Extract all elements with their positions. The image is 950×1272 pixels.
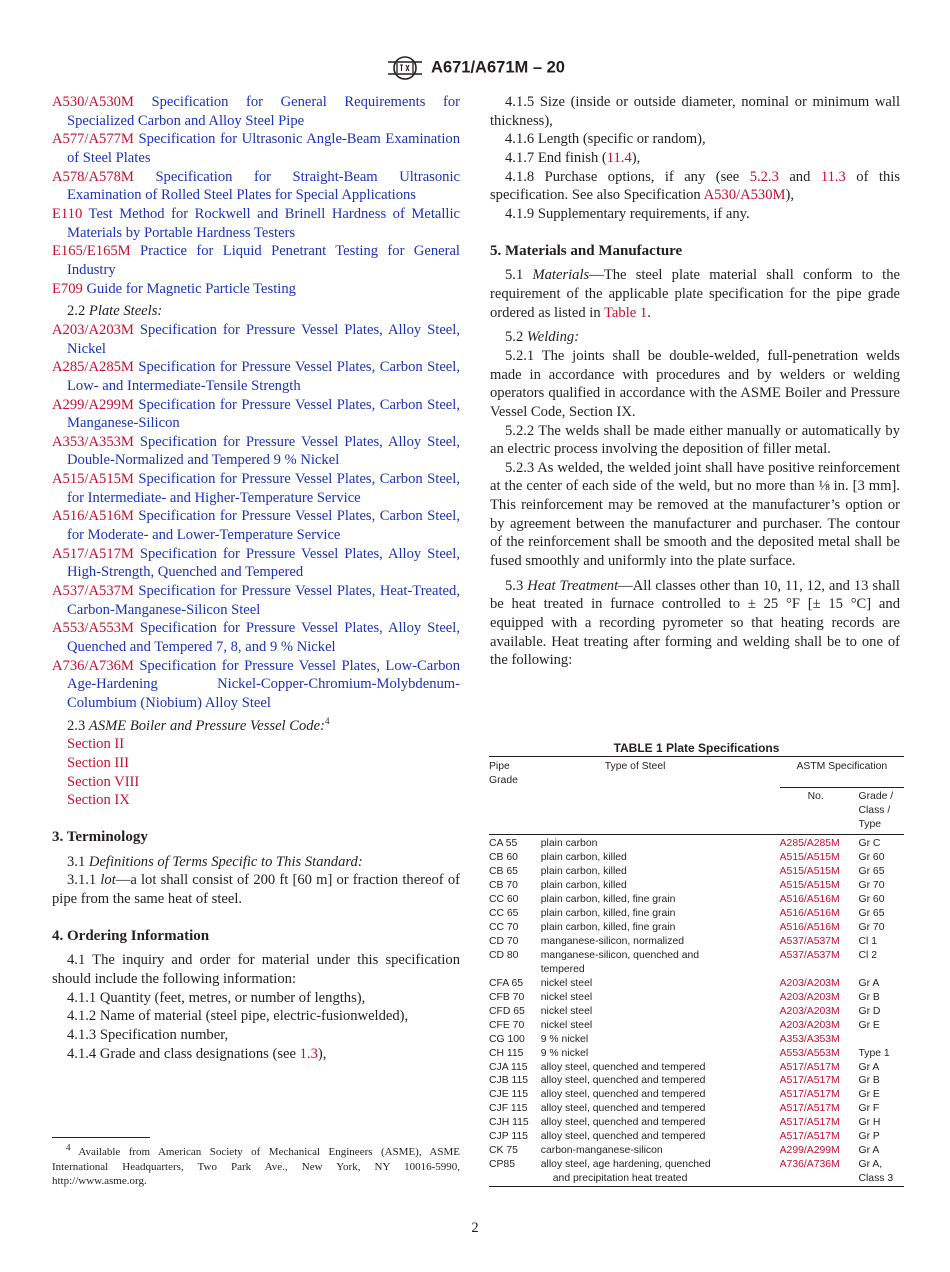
section-3-heading: 3. Terminology (52, 828, 148, 845)
cell-grade-class: Gr B (858, 991, 880, 1003)
cell-pipe-grade: CD 70 (489, 935, 519, 947)
ref-item (52, 582, 460, 619)
cell-pipe-grade: CFE 70 (489, 1019, 525, 1031)
ref-item (52, 205, 460, 242)
cell-spec-no-link[interactable]: A203/A203M (779, 977, 840, 989)
paragraph-4-1-6: 4.1.6 Length (specific or random), (505, 131, 706, 148)
section-2-2-heading: 2.2 Plate Steels: (67, 303, 163, 320)
cell-type-of-steel: plain carbon (540, 838, 598, 850)
asme-section-link[interactable]: Section II (67, 736, 125, 753)
asme-section-link[interactable]: Section VIII (67, 773, 140, 790)
cell-spec-no-link[interactable]: A516/A516M (779, 908, 840, 920)
cell-grade-class: Type 1 (858, 1047, 890, 1059)
cell-spec-no-link[interactable]: A736/A736M (780, 1158, 859, 1186)
cell-spec-no-link[interactable]: A517/A517M (779, 1117, 840, 1129)
ref-title-link[interactable]: Specification for Straight-Beam Ultrasonic Examination of Rolled Steel Plates for Special Applications (67, 168, 460, 204)
cell-grade-class: Gr H (858, 1117, 881, 1129)
cell-pipe-grade: CA 55 (489, 838, 518, 850)
left-column (52, 93, 460, 1063)
cell-spec-no-link[interactable]: A517/A517M (779, 1103, 840, 1115)
cell-pipe-grade: CH 115 (489, 1047, 524, 1059)
cell-spec-no-link[interactable]: A515/A515M (779, 852, 840, 864)
ref-code-link[interactable]: A736/A736M (52, 657, 134, 674)
cell-pipe-grade: CJP 115 (489, 1131, 528, 1143)
ref-title-link[interactable]: Specification for Pressure Vessel Plates, Carbon Steel, for Intermediate- and Higher-Temperature Service (67, 471, 460, 506)
cell-pipe-grade: CP85 (489, 1158, 541, 1186)
ref-item (52, 242, 460, 279)
table-row (489, 1047, 904, 1061)
ref-item (52, 657, 460, 713)
ref-title-link[interactable]: Specification for Pressure Vessel Plates, Low-Carbon Age-Hardening Nickel-Copper-Chromium-Molybdenum-Columbium (Niobium) Alloy Steel (67, 657, 460, 711)
ref-item (52, 321, 460, 358)
table-row (489, 1074, 904, 1088)
table-1 (489, 740, 904, 1187)
cell-spec-no-link[interactable]: A515/A515M (779, 866, 840, 878)
table-row (489, 1158, 904, 1186)
ref-item (52, 619, 460, 656)
ref-item (52, 470, 460, 507)
cell-pipe-grade: CJH 115 (489, 1117, 529, 1129)
table-row (489, 907, 904, 921)
footnote-rule (52, 1137, 150, 1138)
ref-title-link[interactable]: Test Method for Rockwell and Brinell Hardness of Metallic Materials by Portable Hardness Testers (67, 205, 460, 241)
asme-sections-list (52, 735, 460, 810)
paragraph-3-1: 3.1 Definitions of Terms Specific to This Standard: (67, 853, 363, 870)
cell-grade-class: Gr 70 (858, 921, 885, 933)
plate-specifications-table (489, 756, 904, 1187)
paragraph-5-1: 5.1 Materials—The steel plate material shall conform to the requirement of the applicable plate specification for the pipe grade ordered as listed in Table 1. (490, 267, 900, 321)
ref-title-link[interactable]: Specification for Pressure Vessel Plates, Alloy Steel, Nickel (67, 321, 460, 357)
cell-grade-class: Gr A (858, 1061, 880, 1073)
cell-type-of-steel: alloy steel, quenched and tempered (540, 1117, 706, 1129)
cell-type-of-steel: manganese-silicon, normalized (540, 935, 684, 947)
link-1-3[interactable]: 1.3 (299, 1045, 318, 1062)
ref-item (52, 396, 460, 433)
table-row (489, 851, 904, 865)
ref-code-link[interactable]: E709 (52, 280, 83, 297)
cell-spec-no-link[interactable]: A517/A517M (779, 1089, 840, 1101)
table-row (489, 835, 904, 851)
ref-title-link[interactable]: Specification for Pressure Vessel Plates, Carbon Steel, Low- and Intermediate-Tensile Strength (67, 359, 460, 394)
cell-type-of-steel: plain carbon, killed, fine grain (540, 894, 676, 906)
ref-title-link[interactable]: Specification for Pressure Vessel Plates, Alloy Steel, High-Strength, Quenched and Tempered (67, 545, 460, 581)
ref-code-link[interactable]: A516/A516M (52, 508, 134, 525)
cell-pipe-grade: CC 65 (489, 908, 519, 920)
paragraph-4-1: 4.1 The inquiry and order for material under this specification should include the following information: (52, 952, 460, 987)
section-5-heading: 5. Materials and Manufacture (490, 242, 683, 259)
cell-pipe-grade: CFB 70 (489, 991, 525, 1003)
astm-logo (385, 56, 425, 80)
ref-item (52, 545, 460, 582)
cell-pipe-grade: CG 100 (489, 1033, 525, 1045)
ref-code-link[interactable]: A285/A285M (52, 359, 134, 376)
table-row (489, 1033, 904, 1047)
col-header-grade-class-type: Grade / Class / Type (859, 788, 905, 835)
cell-grade-class: Gr 70 (858, 880, 885, 892)
ref-title-link[interactable]: Specification for Pressure Vessel Plates, Heat-Treated, Carbon-Manganese-Silicon Steel (67, 583, 460, 618)
cell-grade-class: Gr E (858, 1089, 880, 1101)
paragraph-4-1-3: 4.1.3 Specification number, (67, 1026, 229, 1043)
ref-code-link[interactable]: A203/A203M (52, 321, 134, 338)
cell-type-of-steel: plain carbon, killed, fine grain (540, 908, 676, 920)
link-11-4[interactable]: 11.4 (606, 149, 632, 166)
link-table-1[interactable]: Table 1 (604, 304, 648, 321)
table-row (489, 1019, 904, 1033)
link-a530[interactable]: A530/A530M (703, 187, 786, 204)
page-header (0, 56, 950, 80)
cell-grade-class: Gr 60 (858, 894, 885, 906)
ref-item (52, 130, 460, 167)
ref-title-link[interactable]: Practice for Liquid Penetrant Testing for General Industry (67, 243, 460, 278)
col-header-astm-spec: ASTM Specification (780, 757, 904, 788)
paragraph-5-3: 5.3 Heat Treatment—All classes other than 10, 11, 12, and 13 shall be heat treated in furnace controlled to ± 25 °F [± 15 °C] and equipped with a recording pyrometer so that heating records are available. Heat treating after forming and welding shall be to one of the following: (490, 577, 900, 669)
cell-pipe-grade: CJA 115 (489, 1061, 528, 1073)
cell-pipe-grade: CC 60 (489, 894, 519, 906)
cell-spec-no-link[interactable]: A517/A517M (779, 1061, 840, 1073)
footnote-4: $^4$ Available from American Society of Mechanical Engineers (ASME), ASME International Headquarters, Two Park Ave., New York, NY 10016-5990, http://www.asme.org. (52, 1142, 460, 1187)
ref-item (52, 280, 460, 299)
cell-type-of-steel: alloy steel, quenched and tempered (540, 1061, 706, 1073)
cell-type-of-steel: alloy steel, quenched and tempered (540, 1075, 706, 1087)
ref-code-link[interactable]: A578/A578M (52, 168, 134, 185)
table-body (489, 835, 904, 1187)
ref-item (52, 433, 460, 470)
paragraph-4-1-2: 4.1.2 Name of material (steel pipe, electric-fusionwelded), (67, 1008, 409, 1025)
referenced-documents-list (52, 93, 460, 298)
table-row (489, 1116, 904, 1130)
cell-pipe-grade: CFA 65 (489, 977, 524, 989)
table-row (489, 1061, 904, 1075)
asme-section-link[interactable]: Section III (67, 754, 130, 771)
paragraph-5-2: 5.2 Welding: (505, 329, 580, 346)
paragraph-5-2-3: 5.2.3 As welded, the welded joint shall have positive reinforcement at the center of each side of the weld, but no more than ⅛ in. [3 mm]. This reinforcement may be removed at the manufacturer’s option or by agreement between the manufacturer and purchaser. The contour of the reinforcement shall be smooth and the deposited metal shall be fused smoothly and uniformly into the plate surface. (490, 459, 900, 570)
right-column (490, 93, 900, 670)
cell-grade-class: Gr A, Class 3 (859, 1158, 905, 1186)
table-row (489, 865, 904, 879)
cell-spec-no-link[interactable]: A517/A517M (779, 1131, 840, 1143)
cell-grade-class: Gr B (858, 1075, 880, 1087)
cell-type-of-steel: alloy steel, quenched and tempered (540, 1131, 706, 1143)
paragraph-5-2-2: 5.2.2 The welds shall be made either manually or automatically by an electric process involving the deposition of filler metal. (490, 422, 900, 458)
cell-type-of-steel: nickel steel (540, 991, 593, 1003)
cell-pipe-grade: CJB 115 (489, 1075, 529, 1087)
cell-pipe-grade: CJF 115 (489, 1103, 528, 1115)
cell-grade-class: Cl 2 (858, 949, 877, 961)
cell-type-of-steel: alloy steel, quenched and tempered (540, 1103, 706, 1115)
table-row (489, 935, 904, 949)
cell-type-of-steel: alloy steel, quenched and tempered (540, 1089, 706, 1101)
table-row (489, 1130, 904, 1144)
cell-pipe-grade: CB 70 (489, 880, 518, 892)
ref-item (52, 358, 460, 395)
cell-spec-no-link[interactable]: A553/A553M (779, 1047, 840, 1059)
cell-spec-no-link[interactable]: A516/A516M (779, 894, 840, 906)
cell-spec-no-link[interactable]: A537/A537M (779, 935, 840, 947)
cell-pipe-grade: CFD 65 (489, 1005, 525, 1017)
table-row (489, 1088, 904, 1102)
cell-type-of-steel: 9 % nickel (540, 1047, 589, 1059)
cell-pipe-grade: CJE 115 (489, 1089, 529, 1101)
cell-grade-class: Gr F (858, 1103, 880, 1115)
link-5-2-3[interactable]: 5.2.3 (749, 168, 779, 185)
ref-title-link[interactable]: Specification for Pressure Vessel Plates, Alloy Steel, Quenched and Tempered 7, 8, and 9 % Nickel (67, 620, 460, 656)
cell-type-of-steel: carbon-manganese-silicon (540, 1145, 663, 1157)
cell-spec-no-link[interactable]: A285/A285M (779, 838, 840, 850)
section-4-heading: 4. Ordering Information (52, 927, 210, 944)
cell-pipe-grade: CD 80 (489, 949, 519, 961)
cell-grade-class: Gr E (858, 1019, 880, 1031)
table-row (489, 949, 904, 977)
cell-grade-class: Gr D (858, 1005, 881, 1017)
link-11-3[interactable]: 11.3 (820, 168, 846, 185)
table-caption: TABLE 1 Plate Specifications (613, 741, 780, 755)
asme-section-link[interactable]: Section IX (67, 792, 130, 809)
cell-type-of-steel: plain carbon, killed, fine grain (540, 921, 676, 933)
cell-type-of-steel: nickel steel (540, 1005, 593, 1017)
cell-grade-class: Gr C (858, 838, 881, 850)
cell-pipe-grade: CK 75 (489, 1145, 518, 1157)
cell-spec-no-link[interactable]: A517/A517M (779, 1075, 840, 1087)
cell-type-of-steel: 9 % nickel (540, 1033, 589, 1045)
ref-title-link[interactable]: Specification for Ultrasonic Angle-Beam Examination of Steel Plates (67, 131, 460, 166)
ref-code-link[interactable]: A577/A577M (52, 131, 134, 148)
paragraph-4-1-1: 4.1.1 Quantity (feet, metres, or number of lengths), (67, 989, 366, 1006)
cell-grade-class (859, 1033, 905, 1047)
cell-grade-class: Gr 65 (858, 866, 885, 878)
cell-type-of-steel: nickel steel (540, 1019, 593, 1031)
paragraph-4-1-9: 4.1.9 Supplementary requirements, if any. (505, 205, 750, 222)
ref-code-link[interactable]: E110 (52, 205, 83, 222)
ref-code-link[interactable]: E165/E165M (52, 243, 131, 260)
ref-code-link[interactable]: A299/A299M (52, 396, 134, 413)
paragraph-3-1-1: 3.1.1 lot—a lot shall consist of 200 ft [60 m] or fraction thereof of pipe from the same heat of steel. (52, 872, 460, 907)
table-row (489, 921, 904, 935)
ref-title-link[interactable]: Specification for Pressure Vessel Plates, Carbon Steel, Manganese-Silicon (67, 396, 460, 432)
paragraph-4-1-7: 4.1.7 End finish (11.4), (505, 149, 641, 166)
cell-spec-no-link[interactable]: A203/A203M (779, 1005, 840, 1017)
cell-grade-class: Gr 65 (858, 908, 885, 920)
ref-code-link[interactable]: A517/A517M (52, 545, 134, 562)
cell-pipe-grade: CC 70 (489, 921, 519, 933)
cell-grade-class: Gr P (858, 1131, 880, 1143)
col-header-type-of-steel: Type of Steel (541, 757, 780, 788)
cell-spec-no-link[interactable]: A537/A537M (779, 949, 840, 961)
paragraph-4-1-4: 4.1.4 Grade and class designations (see 1.3), (67, 1045, 327, 1062)
cell-type-of-steel: alloy steel, age hardening, quenched and precipitation heat treated (541, 1158, 780, 1186)
paragraph-4-1-8: 4.1.8 Purchase options, if any (see 5.2.3 and 11.3 of this specification. See also Specification A530/A530M), (490, 168, 901, 204)
ref-code-link[interactable]: A537/A537M (52, 583, 134, 600)
cell-type-of-steel: nickel steel (540, 977, 593, 989)
cell-spec-no-link[interactable]: A203/A203M (779, 991, 840, 1003)
ref-item (52, 507, 460, 544)
col-header-no: No. (780, 788, 859, 835)
cell-spec-no-link[interactable]: A299/A299M (779, 1145, 840, 1157)
cell-type-of-steel: plain carbon, killed (540, 880, 627, 892)
cell-pipe-grade: CB 65 (489, 866, 518, 878)
ref-code-link[interactable]: A530/A530M (52, 94, 134, 110)
ref-code-link[interactable]: A515/A515M (52, 471, 134, 488)
document-designation: A671/A671M – 20 (431, 58, 565, 77)
table-row (489, 1005, 904, 1019)
page-number: 2 (471, 1220, 479, 1236)
table-row (489, 879, 904, 893)
cell-pipe-grade: CB 60 (489, 852, 518, 864)
cell-type-of-steel: plain carbon, killed (540, 866, 627, 878)
ref-code-link[interactable]: A553/A553M (52, 620, 134, 637)
paragraph-5-2-1: 5.2.1 The joints shall be double-welded, full-penetration welds made in accordance with procedures and by welders or welding operators qualified in accordance with the ASME Boiler and Pressure Vessel Code, Section IX. (490, 347, 900, 420)
ref-title-link[interactable]: Specification for Pressure Vessel Plates, Alloy Steel, Double-Normalized and Tempered 9 % Nickel (67, 433, 460, 469)
section-2-3-heading: 2.3 ASME Boiler and Pressure Vessel Code:$^4$ (67, 715, 330, 734)
table-row (489, 991, 904, 1005)
cell-type-of-steel: plain carbon, killed (540, 852, 627, 864)
ref-title-link[interactable]: Specification for Pressure Vessel Plates, Carbon Steel, for Moderate- and Lower-Temperature Service (67, 508, 460, 544)
col-header-pipe-grade: Pipe Grade (489, 757, 541, 788)
table-row (489, 1144, 904, 1158)
table-row (489, 1102, 904, 1116)
ref-title-link[interactable]: Guide for Magnetic Particle Testing (86, 280, 296, 297)
cell-grade-class: Cl 1 (858, 935, 877, 947)
cell-spec-no-link[interactable]: A353/A353M (779, 1033, 840, 1045)
cell-spec-no-link[interactable]: A203/A203M (779, 1019, 840, 1031)
ref-item (52, 93, 460, 130)
table-row (489, 893, 904, 907)
cell-grade-class: Gr 60 (858, 852, 885, 864)
cell-spec-no-link[interactable]: A516/A516M (779, 921, 840, 933)
cell-grade-class: Gr A (858, 1145, 880, 1157)
plate-steels-list (52, 321, 460, 713)
cell-spec-no-link[interactable]: A515/A515M (779, 880, 840, 892)
table-row (489, 977, 904, 991)
paragraph-4-1-5: 4.1.5 Size (inside or outside diameter, nominal or minimum wall thickness), (490, 94, 900, 129)
ref-code-link[interactable]: A353/A353M (52, 433, 134, 450)
ref-item (52, 168, 460, 205)
cell-grade-class: Gr A (858, 977, 880, 989)
ref-title-link[interactable]: Specification for General Requirements for Specialized Carbon and Alloy Steel Pipe (67, 94, 460, 129)
cell-type-of-steel: manganese-silicon, quenched and tempered (540, 949, 700, 975)
